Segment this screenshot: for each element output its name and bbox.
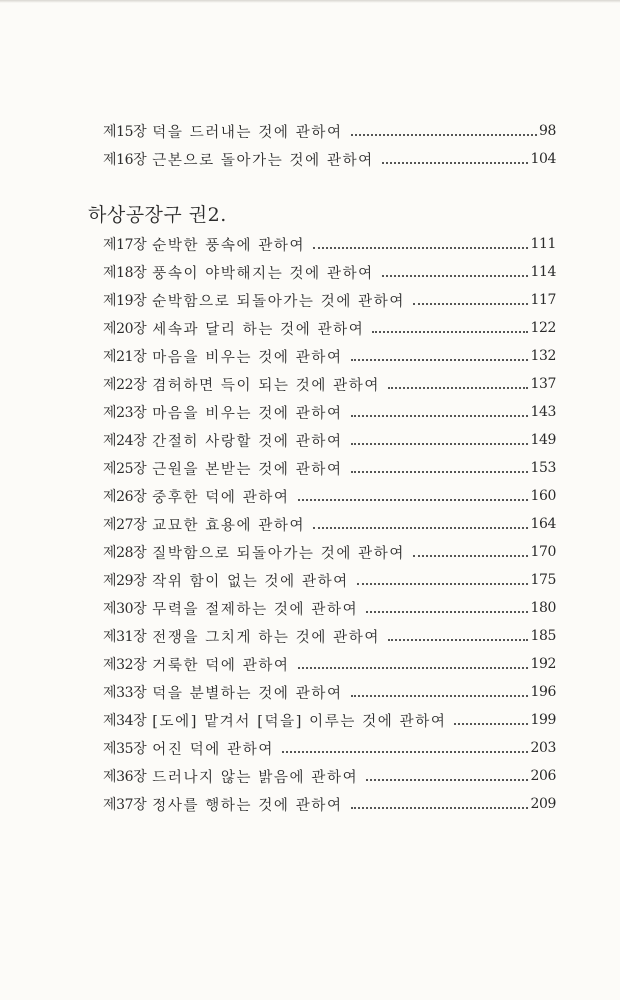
page-number: 199 [530, 712, 556, 728]
section-heading: 하상공장구 권2. [88, 204, 227, 226]
page-number: 170 [530, 544, 556, 560]
chapter-number: 제27장 [103, 517, 147, 533]
page-number: 185 [530, 628, 556, 644]
dot-leader [298, 499, 529, 501]
chapter-number: 제36장 [103, 769, 147, 785]
chapter-title: 겸허하면 득이 되는 것에 관하여 [152, 377, 380, 394]
toc-entry [103, 625, 556, 647]
page-number: 137 [530, 376, 556, 392]
chapter-title: 마음을 비우는 것에 관하여 [152, 405, 343, 422]
dot-leader [357, 583, 529, 585]
chapter-title: 무력을 절제하는 것에 관하여 [152, 601, 359, 618]
page-number: 104 [530, 151, 556, 167]
chapter-title: 근원을 본받는 것에 관하여 [152, 461, 343, 478]
chapter-number: 제25장 [103, 461, 147, 477]
page-number: 122 [530, 320, 556, 336]
toc-entry [103, 709, 556, 731]
toc-entry [103, 401, 556, 423]
chapter-number: 제20장 [103, 321, 147, 337]
chapter-title: 순박함으로 되돌아가는 것에 관하여 [152, 293, 405, 310]
chapter-number: 제22장 [103, 377, 147, 393]
chapter-number: 제30장 [103, 601, 147, 617]
dot-leader [351, 443, 529, 445]
chapter-title: 마음을 비우는 것에 관하여 [152, 349, 343, 366]
page-number: 111 [530, 236, 556, 252]
dot-leader [351, 807, 529, 809]
toc-entry [103, 429, 556, 451]
page-number: 209 [530, 796, 556, 812]
toc-entry [103, 317, 556, 339]
dot-leader [388, 639, 528, 641]
chapter-number: 제34장 [103, 713, 147, 729]
dot-leader [282, 751, 529, 753]
chapter-title: 정사를 행하는 것에 관하여 [152, 797, 343, 814]
toc-entry [103, 541, 556, 563]
chapter-title: 거룩한 덕에 관하여 [152, 657, 290, 674]
page-number: 98 [538, 123, 556, 139]
chapter-number: 제29장 [103, 573, 147, 589]
chapter-number: 제17장 [103, 237, 147, 253]
dot-leader [413, 303, 528, 305]
chapter-title: 간절히 사랑할 것에 관하여 [152, 433, 343, 450]
chapter-number: 제37장 [103, 797, 147, 813]
page-number: 114 [530, 264, 556, 280]
dot-leader [366, 611, 528, 613]
chapter-number: 제23장 [103, 405, 147, 421]
page-number: 192 [530, 656, 556, 672]
chapter-number: 제15장 [103, 124, 147, 140]
chapter-number: 제32장 [103, 657, 147, 673]
chapter-number: 제35장 [103, 741, 147, 757]
chapter-title: 질박함으로 되돌아가는 것에 관하여 [152, 545, 405, 562]
chapter-title: 순박한 풍속에 관하여 [152, 237, 306, 254]
page-number: 132 [530, 348, 556, 364]
page-number: 164 [530, 516, 556, 532]
chapter-title: 중후한 덕에 관하여 [152, 489, 290, 506]
toc-entry [103, 681, 556, 703]
page-number: 206 [530, 768, 556, 784]
toc-entry [103, 261, 556, 283]
chapter-number: 제16장 [103, 152, 147, 168]
dot-leader [372, 331, 528, 333]
toc-entry [103, 457, 556, 479]
dot-leader [366, 779, 528, 781]
dot-leader [454, 723, 528, 725]
chapter-number: 제26장 [103, 489, 147, 505]
page-number: 203 [530, 740, 556, 756]
chapter-title: 전쟁을 그치게 하는 것에 관하여 [152, 629, 380, 646]
dot-leader [413, 555, 528, 557]
toc-entry [103, 289, 556, 311]
chapter-number: 제19장 [103, 293, 147, 309]
dot-leader [351, 415, 529, 417]
page-number: 180 [530, 600, 556, 616]
dot-leader [351, 134, 537, 136]
chapter-number: 제31장 [103, 629, 147, 645]
dot-leader [388, 387, 528, 389]
page-number: 175 [530, 572, 556, 588]
chapter-title: 근본으로 돌아가는 것에 관하여 [152, 152, 374, 169]
chapter-title: 드러나지 않는 밝음에 관하여 [152, 769, 359, 786]
dot-leader [351, 359, 529, 361]
dot-leader [313, 527, 528, 529]
toc-entry [103, 569, 556, 591]
page-number: 153 [530, 460, 556, 476]
dot-leader [382, 275, 529, 277]
chapter-number: 제24장 [103, 433, 147, 449]
dot-leader [351, 471, 529, 473]
page-number: 143 [530, 404, 556, 420]
toc-entry [103, 345, 556, 367]
toc-entry [103, 765, 556, 787]
toc-entry [103, 653, 556, 675]
chapter-number: 제28장 [103, 545, 147, 561]
chapter-number: 제18장 [103, 265, 147, 281]
chapter-title: 덕을 드러내는 것에 관하여 [152, 124, 343, 141]
dot-leader [382, 162, 529, 164]
toc-entry [103, 120, 556, 142]
chapter-title: 교묘한 효용에 관하여 [152, 517, 306, 534]
toc-entry [103, 233, 556, 255]
toc-entry [103, 793, 556, 815]
dot-leader [313, 247, 528, 249]
page-number: 117 [530, 292, 556, 308]
page-number: 160 [530, 488, 556, 504]
toc-entry [103, 485, 556, 507]
dot-leader [298, 667, 529, 669]
chapter-number: 제33장 [103, 685, 147, 701]
dot-leader [351, 695, 529, 697]
chapter-title: 세속과 달리 하는 것에 관하여 [152, 321, 365, 338]
page-number: 196 [530, 684, 556, 700]
toc-entry [103, 737, 556, 759]
toc-entry [103, 597, 556, 619]
chapter-title: 작위 함이 없는 것에 관하여 [152, 573, 349, 590]
toc-entry [103, 148, 556, 170]
chapter-number: 제21장 [103, 349, 147, 365]
chapter-title: 덕을 분별하는 것에 관하여 [152, 685, 343, 702]
toc-entry [103, 513, 556, 535]
chapter-title: [도에] 맡겨서 [덕을] 이루는 것에 관하여 [152, 713, 447, 730]
chapter-title: 풍속이 야박해지는 것에 관하여 [152, 265, 374, 282]
chapter-title: 어진 덕에 관하여 [152, 741, 274, 758]
page-number: 149 [530, 432, 556, 448]
toc-entry [103, 373, 556, 395]
